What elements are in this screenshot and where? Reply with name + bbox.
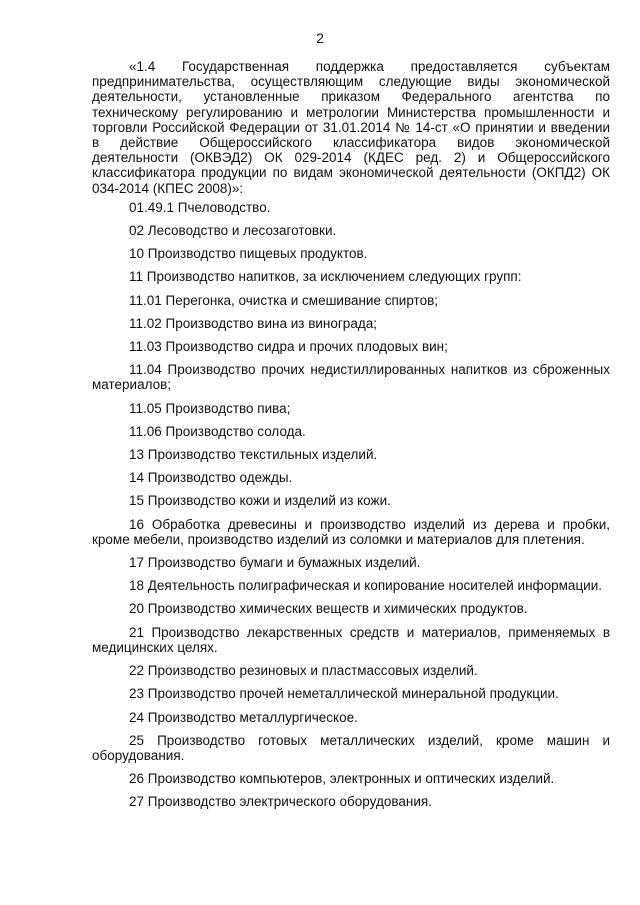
list-item: 17 Производство бумаги и бумажных изделий. (129, 555, 421, 571)
list-item: 15 Производство кожи и изделий из кожи. (129, 493, 391, 509)
list-item: 21 Производство лекарственных средств и материалов, применяемых в медицинских целях. (92, 624, 610, 655)
list-item: 24 Производство металлургическое. (129, 709, 358, 725)
list-item: 22 Производство резиновых и пластмассовых изделий. (129, 663, 478, 679)
list-item: 20 Производство химических веществ и химических продуктов. (129, 601, 528, 617)
list-item: 16 Обработка древесины и производство изделий из дерева и пробки, кроме мебели, производство изделий из соломки и материалов для плетения. (92, 516, 610, 547)
list-item: 25 Производство готовых металлических изделий, кроме машин и оборудования. (92, 732, 610, 763)
list-item: 27 Производство электрического оборудования. (129, 794, 432, 810)
list-item: 10 Производство пищевых продуктов. (129, 246, 368, 262)
list-item: 13 Производство текстильных изделий. (129, 447, 378, 463)
list-item: 26 Производство компьютеров, электронных и оптических изделий. (129, 771, 555, 787)
list-item: 11.02 Производство вина из винограда; (129, 315, 377, 331)
list-item: 11.05 Производство пива; (129, 400, 291, 416)
intro-paragraph: «1.4 Государственная поддержка предоставляется субъектам предпринимательства, осуществляющим следующие виды экономической деятельности, установленные приказом Федерального агентства по техническому регулированию и метрологии Министерства промышленности и торговли Российской Федерации от 31.01.2014 № 14-ст «О принятии и введении в действие Общероссийского классификатора видов экономической деятельности (ОКВЭД2) ОК 029-2014 (КДЕС ред. 2) и Общероссийского классификатора продукции по видам экономической деятельности (ОКПД2) ОК 034-2014 (КПЕС 2008)»: (92, 59, 610, 196)
list-item: 18 Деятельность полиграфическая и копирование носителей информации. (129, 578, 603, 594)
list-item: 11.01 Перегонка, очистка и смешивание спиртов; (129, 292, 439, 308)
document-body (92, 59, 610, 818)
list-item: 02 Лесоводство и лесозаготовки. (129, 223, 337, 239)
list-item: 11.06 Производство солода. (129, 423, 306, 439)
list-item: 11 Производство напитков, за исключением следующих групп: (129, 269, 522, 285)
list-item: 23 Производство прочей неметаллической минеральной продукции. (129, 686, 559, 702)
page-number: 2 (316, 30, 324, 46)
list-item: 01.49.1 Пчеловодство. (129, 199, 271, 215)
list-item: 11.04 Производство прочих недистиллированных напитков из сброженных материалов; (92, 362, 610, 393)
list-item: 11.03 Производство сидра и прочих плодовых вин; (129, 339, 448, 355)
list-item: 14 Производство одежды. (129, 470, 293, 486)
